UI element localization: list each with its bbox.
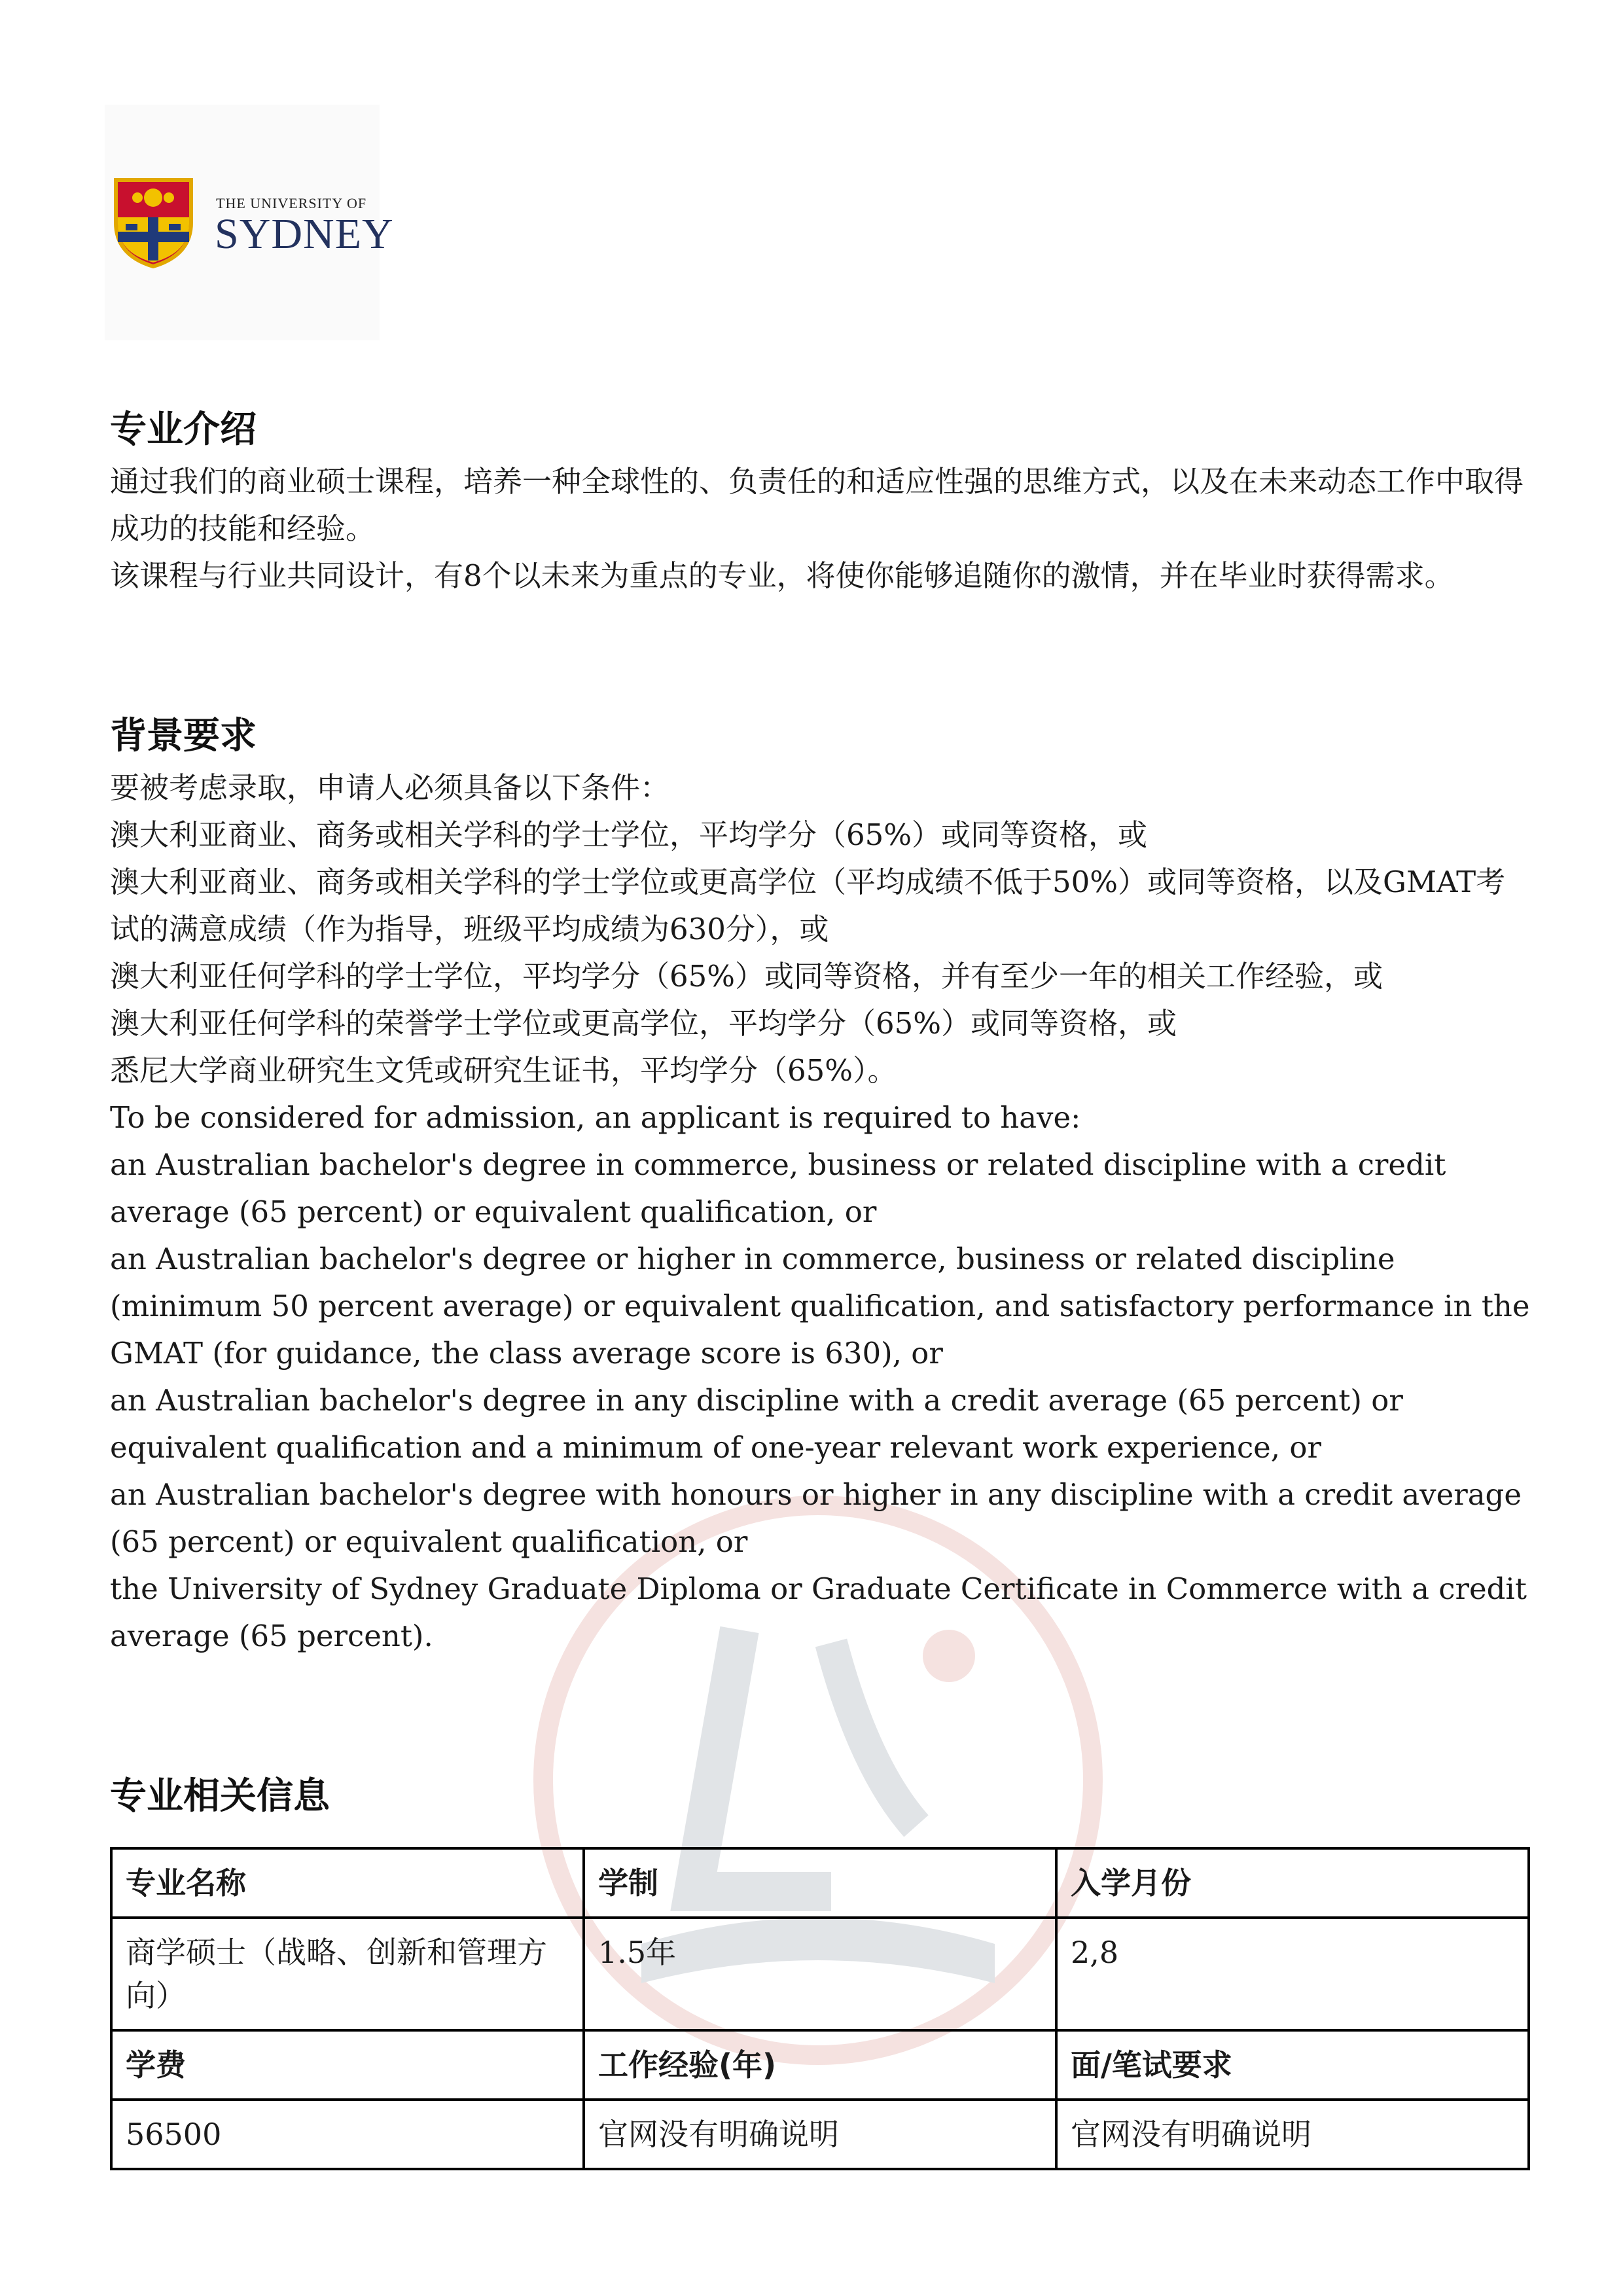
table-header-cell: 学费 [111,2030,584,2100]
logo-line-big: SYDNEY [215,210,394,258]
requirement-line: 悉尼大学商业研究生文凭或研究生证书，平均学分（65%）。 [110,1053,897,1088]
table-cell: 商学硕士（战略、创新和管理方向） [111,1918,584,2030]
program-info-table [110,1847,1530,2170]
table-row [111,1918,1529,2030]
background-title: 背景要求 [110,715,257,757]
requirement-line: 澳大利亚任何学科的荣誉学士学位或更高学位，平均学分（65%）或同等资格，或 [110,1006,1177,1041]
requirement-line: an Australian bachelor's degree in commerce, business or related discipline with a credit average (65 percent) or equivalent qualification, or [110,1147,1446,1229]
university-logo [105,105,394,340]
table-header-cell: 面/笔试要求 [1056,2030,1529,2100]
requirement-line: To be considered for admission, an applicant is required to have: [110,1100,1081,1135]
requirement-line: the University of Sydney Graduate Diploma or Graduate Certificate in Commerce with a credit average (65 percent). [110,1571,1527,1653]
info-title: 专业相关信息 [110,1775,330,1818]
table-header-row [111,2030,1529,2100]
table-cell: 官网没有明确说明 [584,2100,1056,2169]
background-text [110,764,1530,1660]
requirement-line: 要被考虑录取，申请人必须具备以下条件： [110,770,670,805]
intro-paragraph: 通过我们的商业硕士课程，培养一种全球性的、负责任的和适应性强的思维方式，以及在未来动态工作中取得成功的技能和经验。 [110,464,1524,546]
requirement-line: an Australian bachelor's degree in any discipline with a credit average (65 percent) or equivalent qualification and a minimum of one-year relevant work experience, or [110,1383,1403,1465]
table-cell: 官网没有明确说明 [1056,2100,1529,2169]
table-row [111,2100,1529,2169]
intro-text [110,458,1530,600]
requirement-line: 澳大利亚任何学科的学士学位，平均学分（65%）或同等资格，并有至少一年的相关工作经验，或 [110,959,1383,994]
requirement-line: an Australian bachelor's degree or higher in commerce, business or related discipline (minimum 50 percent average) or equivalent qualification, and satisfactory performance in the GMAT (for guidance, the class average score is 630), or [110,1242,1530,1371]
table-header-cell: 入学月份 [1056,1848,1529,1918]
table-header-cell: 学制 [584,1848,1056,1918]
table-cell: 56500 [111,2100,584,2169]
table-header-cell: 专业名称 [111,1848,584,1918]
logo-line-small: THE UNIVERSITY OF [216,195,367,211]
requirement-line: an Australian bachelor's degree with honours or higher in any discipline with a credit average (65 percent) or equivalent qualification, or [110,1477,1522,1559]
table-header-cell: 工作经验(年) [584,2030,1056,2100]
table-header-row [111,1848,1529,1918]
intro-title: 专业介绍 [110,408,257,451]
table-cell: 1.5年 [584,1918,1056,2030]
requirement-line: 澳大利亚商业、商务或相关学科的学士学位，平均学分（65%）或同等资格，或 [110,817,1148,852]
requirement-line: 澳大利亚商业、商务或相关学科的学士学位或更高学位（平均成绩不低于50%）或同等资格，以及GMAT考试的满意成绩（作为指导，班级平均成绩为630分），或 [110,865,1506,946]
crest-icon [113,177,194,268]
intro-paragraph: 该课程与行业共同设计，有8个以未来为重点的专业，将使你能够追随你的激情，并在毕业时获得需求。 [110,558,1454,593]
table-cell: 2,8 [1056,1918,1529,2030]
